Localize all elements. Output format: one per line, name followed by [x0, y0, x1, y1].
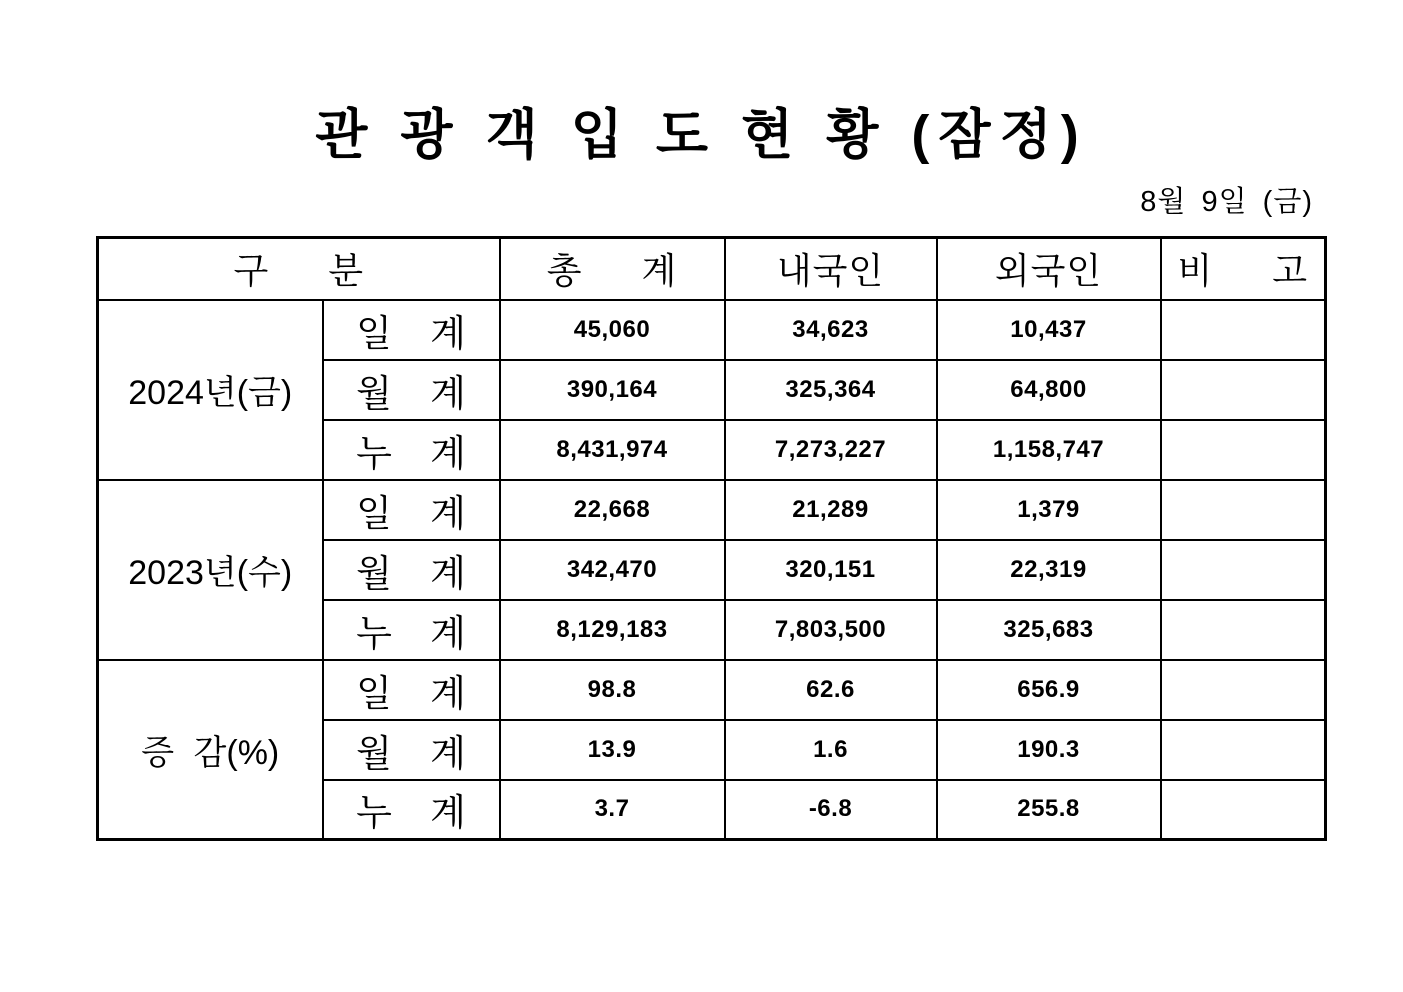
- header-gubun: 구 분: [98, 238, 500, 300]
- cell-foreign: 10,437: [937, 300, 1161, 360]
- cell-total: 45,060: [500, 300, 725, 360]
- row-type-label: 일 계: [323, 660, 500, 720]
- cell-note: [1161, 300, 1326, 360]
- table-row: [98, 300, 1326, 360]
- cell-total: 8,431,974: [500, 420, 725, 480]
- cell-note: [1161, 420, 1326, 480]
- table-row: [98, 660, 1326, 720]
- cell-foreign: 64,800: [937, 360, 1161, 420]
- cell-total: 8,129,183: [500, 600, 725, 660]
- group-label-2024: 2024년(금): [98, 300, 323, 480]
- header-note: 비 고: [1161, 238, 1326, 300]
- row-type-label: 월 계: [323, 360, 500, 420]
- cell-note: [1161, 540, 1326, 600]
- table-header-row: [98, 238, 1326, 300]
- row-type-label: 월 계: [323, 720, 500, 780]
- cell-note: [1161, 720, 1326, 780]
- tourist-arrivals-table: [96, 236, 1327, 841]
- cell-domestic: 320,151: [725, 540, 937, 600]
- page-title: 관 광 객 입 도 현 황 (잠정): [315, 105, 1088, 165]
- cell-note: [1161, 660, 1326, 720]
- cell-domestic: 21,289: [725, 480, 937, 540]
- cell-foreign: 325,683: [937, 600, 1161, 660]
- cell-foreign: 255.8: [937, 780, 1161, 840]
- cell-domestic: 62.6: [725, 660, 937, 720]
- row-type-label: 누 계: [323, 780, 500, 840]
- cell-note: [1161, 480, 1326, 540]
- cell-total: 22,668: [500, 480, 725, 540]
- cell-foreign: 190.3: [937, 720, 1161, 780]
- cell-total: 3.7: [500, 780, 725, 840]
- group-label-2023: 2023년(수): [98, 480, 323, 660]
- cell-note: [1161, 780, 1326, 840]
- row-type-label: 누 계: [323, 600, 500, 660]
- row-type-label: 월 계: [323, 540, 500, 600]
- cell-domestic: 7,803,500: [725, 600, 937, 660]
- cell-foreign: 656.9: [937, 660, 1161, 720]
- report-date: 8월 9일 (금): [1140, 186, 1313, 218]
- group-label-change: 증 감(%): [98, 660, 323, 840]
- cell-foreign: 22,319: [937, 540, 1161, 600]
- header-foreign: 외국인: [937, 238, 1161, 300]
- cell-domestic: 1.6: [725, 720, 937, 780]
- cell-domestic: 7,273,227: [725, 420, 937, 480]
- row-type-label: 일 계: [323, 300, 500, 360]
- cell-note: [1161, 600, 1326, 660]
- cell-note: [1161, 360, 1326, 420]
- cell-total: 342,470: [500, 540, 725, 600]
- cell-domestic: 34,623: [725, 300, 937, 360]
- header-total: 총 계: [500, 238, 725, 300]
- row-type-label: 일 계: [323, 480, 500, 540]
- cell-foreign: 1,158,747: [937, 420, 1161, 480]
- header-domestic: 내국인: [725, 238, 937, 300]
- table-row: [98, 480, 1326, 540]
- cell-total: 98.8: [500, 660, 725, 720]
- cell-domestic: 325,364: [725, 360, 937, 420]
- cell-foreign: 1,379: [937, 480, 1161, 540]
- cell-domestic: -6.8: [725, 780, 937, 840]
- cell-total: 390,164: [500, 360, 725, 420]
- cell-total: 13.9: [500, 720, 725, 780]
- row-type-label: 누 계: [323, 420, 500, 480]
